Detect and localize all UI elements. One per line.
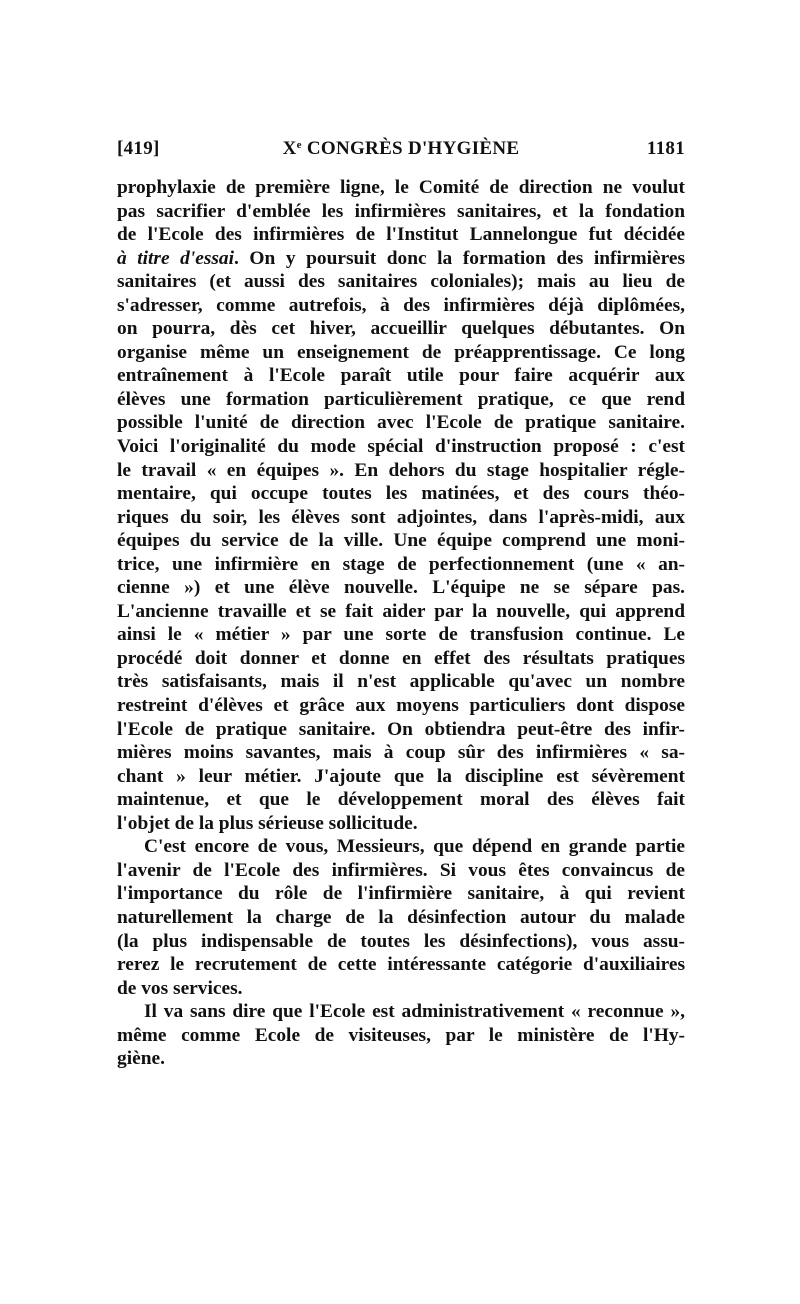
- running-title-x: X: [282, 138, 297, 159]
- text-line: l'avenir de l'Ecole des infirmières. Si vous êtes convaincus de: [117, 859, 685, 881]
- text-line: L'ancienne travaille et se fait aider par la nouvelle, qui apprend: [117, 600, 685, 622]
- text-line: organise même un enseignement de préapprentissage. Ce long: [117, 341, 685, 363]
- text-line: possible l'unité de direction avec l'Ecole de pratique sanitaire.: [117, 412, 685, 434]
- text-line: le travail « en équipes ». En dehors du stage hospitalier régle-: [117, 459, 685, 481]
- text-line: [117, 247, 685, 271]
- text-line: élèves une formation particulièrement pratique, ce que rend: [117, 388, 685, 410]
- running-title-sup: e: [296, 139, 302, 151]
- text-line: rerez le recrutement de cette intéressante catégorie d'auxiliaires: [117, 954, 685, 976]
- text-line: équipes du service de la ville. Une équipe comprend une moni-: [117, 530, 685, 552]
- text-line: on pourra, dès cet hiver, accueillir quelques débutantes. On: [117, 318, 685, 340]
- page: [117, 138, 685, 1071]
- text-line: Il va sans dire que l'Ecole est administrativement « reconnue »,: [144, 1001, 685, 1023]
- text-line: s'adresser, comme autrefois, à des infirmières déjà diplômées,: [117, 294, 685, 316]
- text-line: entraînement à l'Ecole paraît utile pour faire acquérir aux: [117, 365, 685, 387]
- text-line: giène.: [117, 1048, 165, 1070]
- text-line: naturellement la charge de la désinfection autour du malade: [117, 906, 685, 928]
- italic-phrase: à titre d'essai: [117, 247, 235, 269]
- text-line: l'importance du rôle de l'infirmière sanitaire, à qui revient: [117, 883, 685, 905]
- text-line: l'Ecole de pratique sanitaire. On obtiendra peut-être des infir-: [117, 718, 685, 740]
- text-line: chant » leur métier. J'ajoute que la discipline est sévèrement: [117, 765, 685, 787]
- text-line: maintenue, et que le développement moral des élèves fait: [117, 789, 685, 811]
- page-reference: [419]: [117, 138, 160, 159]
- text-line: mentaire, qui occupe toutes les matinées, et des cours théo-: [117, 483, 685, 505]
- text-line: cienne ») et une élève nouvelle. L'équipe ne se sépare pas.: [117, 577, 685, 599]
- text-line: très satisfaisants, mais il n'est applicable qu'avec un nombre: [117, 671, 685, 693]
- text-line: procédé doit donner et donne en effet des résultats pratiques: [117, 647, 685, 669]
- text-line: (la plus indispensable de toutes les désinfections), vous assu-: [117, 930, 685, 952]
- paragraph: [117, 1000, 685, 1071]
- text-line: C'est encore de vous, Messieurs, que dépend en grande partie: [144, 836, 685, 858]
- page-number: 1181: [646, 138, 685, 159]
- text-line: Voici l'originalité du mode spécial d'instruction proposé : c'est: [117, 436, 685, 458]
- text-line: même comme Ecole de visiteuses, par le ministère de l'Hy-: [117, 1024, 685, 1046]
- line-rest: . On y poursuit donc la formation des infirmières: [234, 247, 685, 269]
- running-head: [117, 138, 685, 164]
- paragraph: [117, 176, 685, 835]
- text-line: riques du soir, les élèves sont adjointes, dans l'après-midi, aux: [117, 506, 685, 528]
- running-title: [117, 138, 685, 160]
- text-line: prophylaxie de première ligne, le Comité de direction ne voulut: [117, 177, 685, 198]
- text-line: de l'Ecole des infirmières de l'Institut Lannelongue fut décidée: [117, 224, 685, 246]
- text-line: restreint d'élèves et grâce aux moyens particuliers dont dispose: [117, 695, 685, 717]
- text-line: de vos services.: [117, 977, 243, 999]
- text-line: mières moins savantes, mais à coup sûr des infirmières « sa-: [117, 742, 685, 764]
- text-line: ainsi le « métier » par une sorte de transfusion continue. Le: [117, 624, 685, 646]
- text-line: l'objet de la plus sérieuse sollicitude.: [117, 812, 418, 834]
- text-line: sanitaires (et aussi des sanitaires coloniales); mais au lieu de: [117, 271, 685, 293]
- text-line: trice, une infirmière en stage de perfectionnement (une « an-: [117, 553, 685, 575]
- body-text: [117, 176, 685, 1071]
- paragraph: [117, 835, 685, 1000]
- running-title-rest: CONGRÈS D'HYGIÈNE: [301, 138, 520, 159]
- text-line: pas sacrifier d'emblée les infirmières sanitaires, et la fondation: [117, 200, 685, 222]
